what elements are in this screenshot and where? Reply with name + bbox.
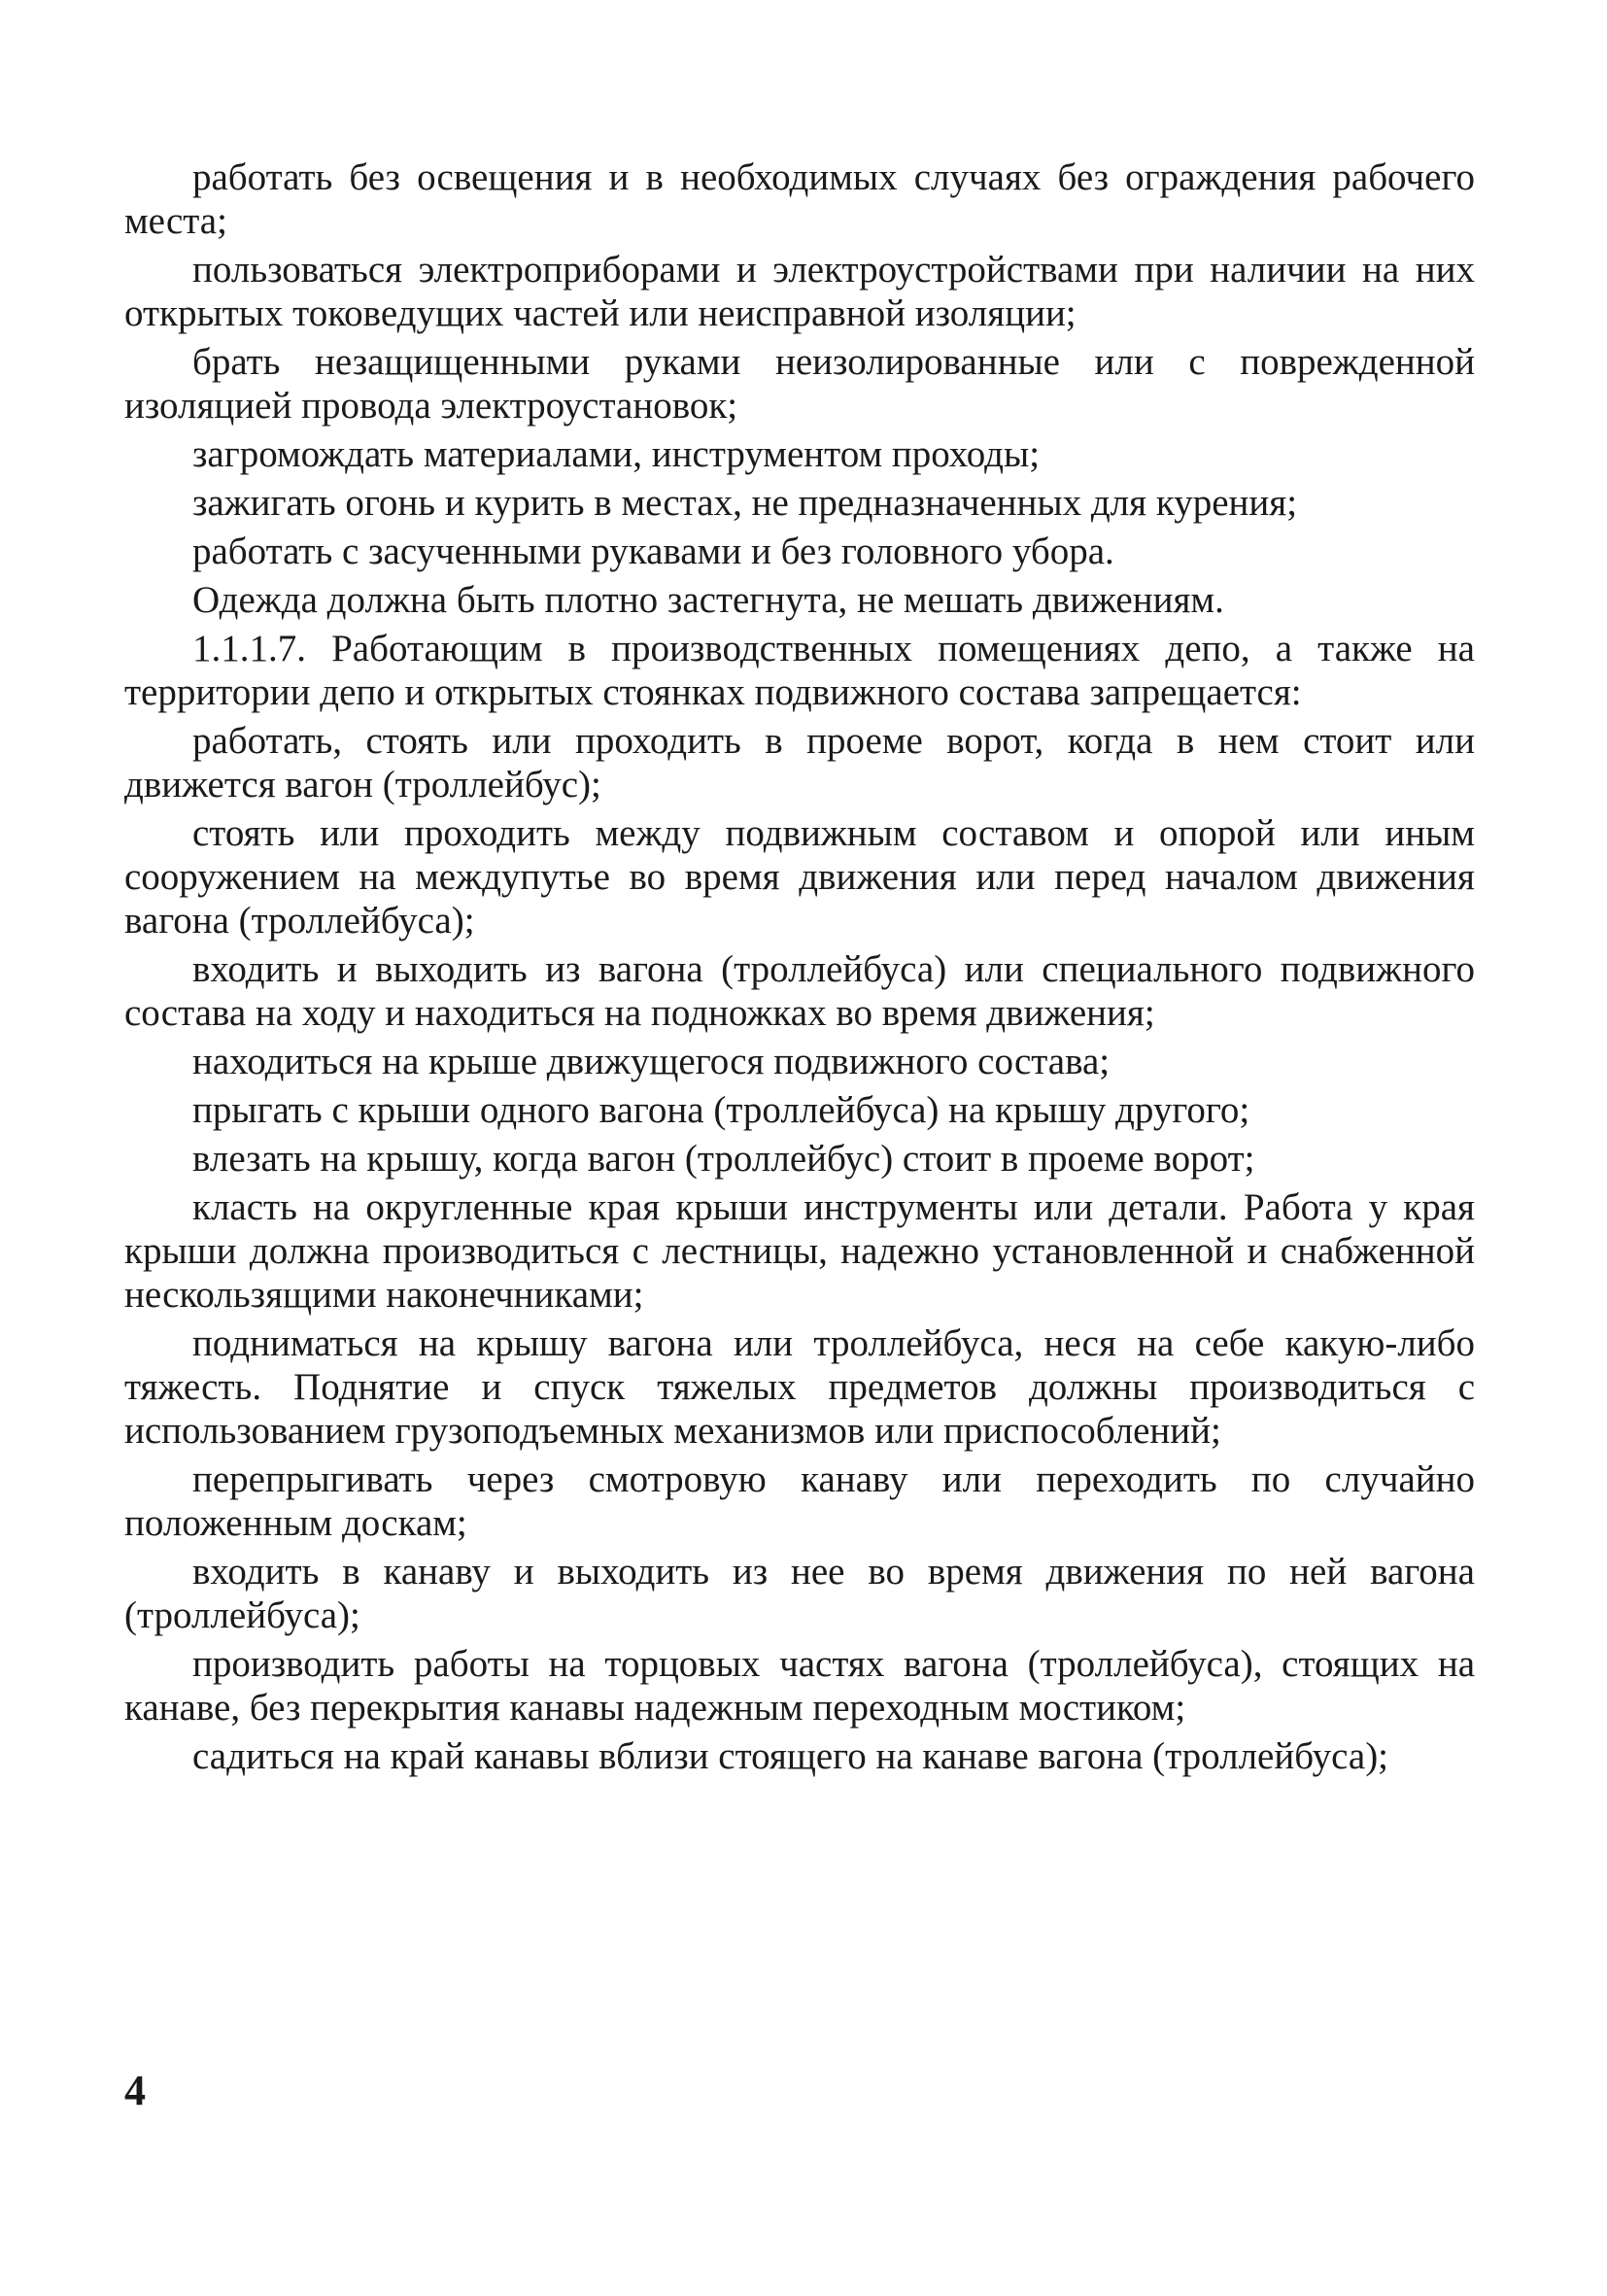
paragraph-clothing: Одежда должна быть плотно застегнута, не мешать движениям.	[192, 579, 1224, 621]
paragraph-gate-opening: работать, стоять или проходить в проеме ворот, когда в нем стоит или движется вагон (троллейбус);	[124, 720, 1475, 805]
paragraph-climbing-roof-gate: влезать на крышу, когда вагон (троллейбус) стоит в проеме ворот;	[192, 1138, 1255, 1180]
paragraph-fire-smoking: зажигать огонь и курить в местах, не предназначенных для курения;	[192, 482, 1298, 524]
paragraph-no-lighting: работать без освещения и в необходимых случаях без ограждения рабочего места;	[124, 156, 1475, 242]
paragraph-jumping-roofs: прыгать с крыши одного вагона (троллейбуса) на крышу другого;	[192, 1089, 1250, 1131]
page-number: 4	[124, 2067, 146, 2114]
paragraph-sitting-pit-edge: садиться на край канавы вблизи стоящего на канаве вагона (троллейбуса);	[192, 1735, 1389, 1777]
paragraph-end-parts-work: производить работы на торцовых частях вагона (троллейбуса), стоящих на канаве, без перекрытия канавы надежным переходным мостиком;	[124, 1643, 1475, 1729]
paragraph-tools-on-roof-edge: класть на округленные края крыши инструменты или детали. Работа у края крыши должна производиться с лестницы, надежно установленной и снабженной нескользящими наконечниками;	[124, 1186, 1475, 1316]
paragraph-sleeves-headwear: работать с засученными рукавами и без головного убора.	[192, 531, 1114, 572]
paragraph-boarding-on-move: входить и выходить из вагона (троллейбуса) или специального подвижного состава на ходу и находиться на подножках во время движения;	[124, 948, 1475, 1034]
paragraph-section-1-1-1-7: 1.1.1.7. Работающим в производственных помещениях депо, а также на территории депо и открытых стоянках подвижного состава запрещается:	[124, 628, 1475, 713]
document-page	[124, 155, 1475, 2196]
paragraph-bare-hands-wires: брать незащищенными руками неизолированные или с поврежденной изоляцией провода электроустановок;	[124, 341, 1475, 427]
paragraph-heavy-load-roof: подниматься на крышу вагона или троллейбуса, неся на себе какую-либо тяжесть. Поднятие и спуск тяжелых предметов должны производиться с использованием грузоподъемных механизмов или приспособлений;	[124, 1322, 1475, 1452]
paragraph-cluttering-passages: загромождать материалами, инструментом проходы;	[192, 433, 1041, 475]
paragraph-entering-pit: входить в канаву и выходить из нее во время движения по ней вагона (троллейбуса);	[124, 1551, 1475, 1636]
paragraph-moving-roof: находиться на крыше движущегося подвижного состава;	[192, 1041, 1111, 1082]
paragraph-between-vehicle-and-pole: стоять или проходить между подвижным составом и опорой или иным сооружением на междупутье во время движения или перед началом движения вагона (троллейбуса);	[124, 812, 1475, 942]
paragraph-jumping-pit: перепрыгивать через смотровую канаву или переходить по случайно положенным доскам;	[124, 1458, 1475, 1544]
paragraph-electrical-devices: пользоваться электроприборами и электроустройствами при наличии на них открытых токоведущих частей или неисправной изоляции;	[124, 249, 1475, 334]
